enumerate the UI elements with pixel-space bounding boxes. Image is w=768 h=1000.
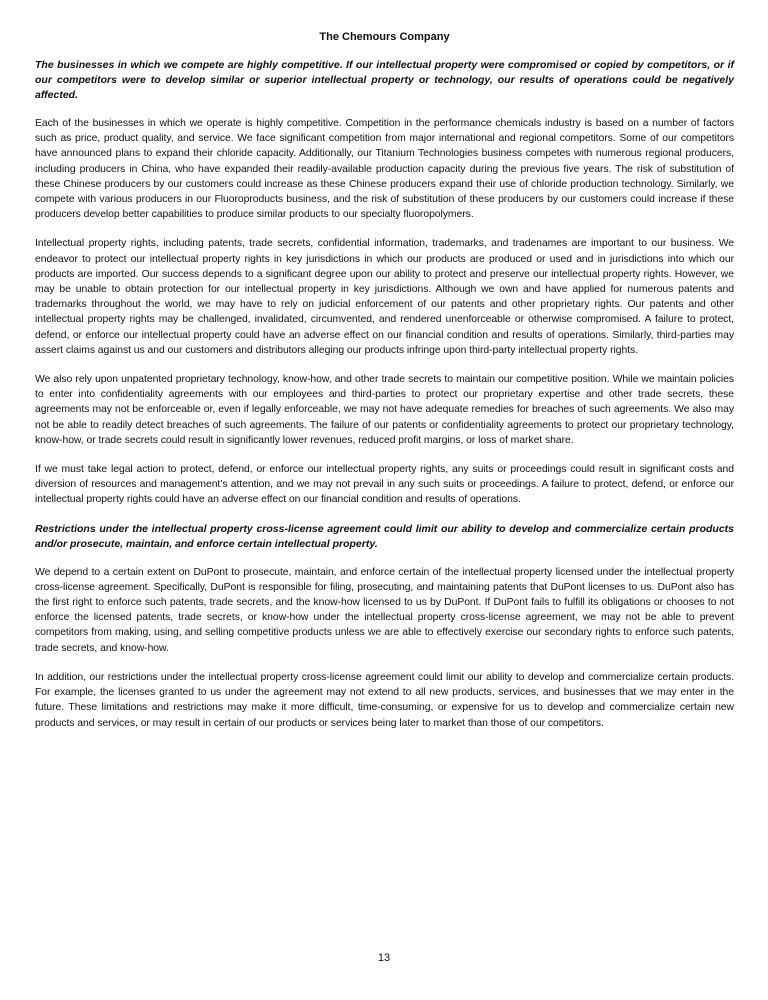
paragraph: Each of the businesses in which we operate is highly competitive. Competition in the performance chemicals industry is based on a number of factors such as price, product quality, and service. We face significant competition from major international and regional competitors. Some of our competitors have announced plans to expand their chloride capacity. Additionally, our Titanium Technologies business competes with numerous regional producers, including producers in China, who have expanded their readily-available production capacity during the previous five years. The risk of substitution of these Chinese producers by our customers could increase as these Chinese producers expand their use of chloride production technology. Similarly, we compete with various producers in our Fluoroproducts business, and the risk of substitution of these producers by our customers could increase if these producers develop better capabilities to produce similar products to our specialty fluoropolymers. (35, 118, 734, 221)
paragraph: We depend to a certain extent on DuPont to prosecute, maintain, and enforce certain of the intellectual property licensed under the intellectual property cross-license agreement. Specifically, DuPont is responsible for filing, prosecuting, and maintaining patents that DuPont licenses to us. DuPont also has the first right to enforce such patents, trade secrets, and the know-how licensed to us by DuPont. If DuPont fails to fulfill its obligations or chooses to not enforce the licensed patents, trade secrets, or know-how under the intellectual property cross-license agreement, we may not be able to prevent competitors from making, using, and selling competitive products unless we are able to effectively exercise our secondary rights to enforce such patents, trade secrets, and know-how. (35, 566, 734, 654)
company-header: The Chemours Company (319, 31, 450, 43)
section-heading: The businesses in which we compete are highly competitive. If our intellectual property were compromised or copied by competitors, or if our competitors were to develop similar or superior intellectual property or technology, our results of operations could be negatively affected. (35, 59, 734, 101)
section-cross-license (35, 522, 734, 731)
paragraph: We also rely upon unpatented proprietary technology, know-how, and other trade secrets to maintain our competitive position. While we maintain policies to enter into confidentiality agreements with our employees and third-parties to protect our proprietary expertise and other trade secrets, these agreements may not be enforceable or, even if legally enforceable, we may not have adequate remedies for breaches of such agreements. We also may not be able to readily detect breaches of such agreements. The failure of our patents or confidentiality agreements to protect our proprietary technology, know-how, or trade secrets could result in significantly lower revenues, reduced profit margins, or loss of market share. (35, 374, 734, 446)
paragraph: If we must take legal action to protect, defend, or enforce our intellectual property rights, any suits or proceedings could result in significant costs and diversion of resources and management’s attention, and we may not prevail in any such suits or proceedings. A failure to protect, defend, or enforce our intellectual property rights could have an adverse effect on our financial condition and results of operations. (35, 464, 734, 506)
section-heading: Restrictions under the intellectual property cross-license agreement could limit our ability to develop and commercialize certain products and/or prosecute, maintain, and enforce certain intellectual property. (35, 522, 734, 550)
section-competition (35, 58, 734, 508)
document-page (35, 30, 734, 745)
page-number: 13 (377, 952, 391, 964)
paragraph: In addition, our restrictions under the intellectual property cross-license agreement could limit our ability to develop and commercialize certain products. For example, the licenses granted to us under the agreement may not extend to all new products, services, and businesses that we may enter in the future. These limitations and restrictions may make it more difficult, time-consuming, or expensive for us to develop and commercialize certain new products and services, or may result in certain of our products or services being later to market than those of our competitors. (35, 671, 734, 729)
paragraph: Intellectual property rights, including patents, trade secrets, confidential information, trademarks, and tradenames are important to our business. We endeavor to protect our intellectual property rights in key jurisdictions in which our products are produced or used and in jurisdictions into which our products are imported. Our success depends to a significant degree upon our ability to protect and preserve our intellectual property rights. However, we may be unable to obtain protection for our intellectual property in key jurisdictions. Although we own and have applied for numerous patents and trademarks throughout the world, we may have to rely on judicial enforcement of our patents and other proprietary rights. Our patents and other intellectual property rights may be challenged, invalidated, circumvented, and rendered unenforceable or otherwise compromised. A failure to protect, defend, or enforce our intellectual property could have an adverse effect on our financial condition and results of operations. Similarly, third-parties may assert claims against us and our customers and distributors alleging our products infringe upon third-party intellectual property rights. (35, 238, 734, 356)
